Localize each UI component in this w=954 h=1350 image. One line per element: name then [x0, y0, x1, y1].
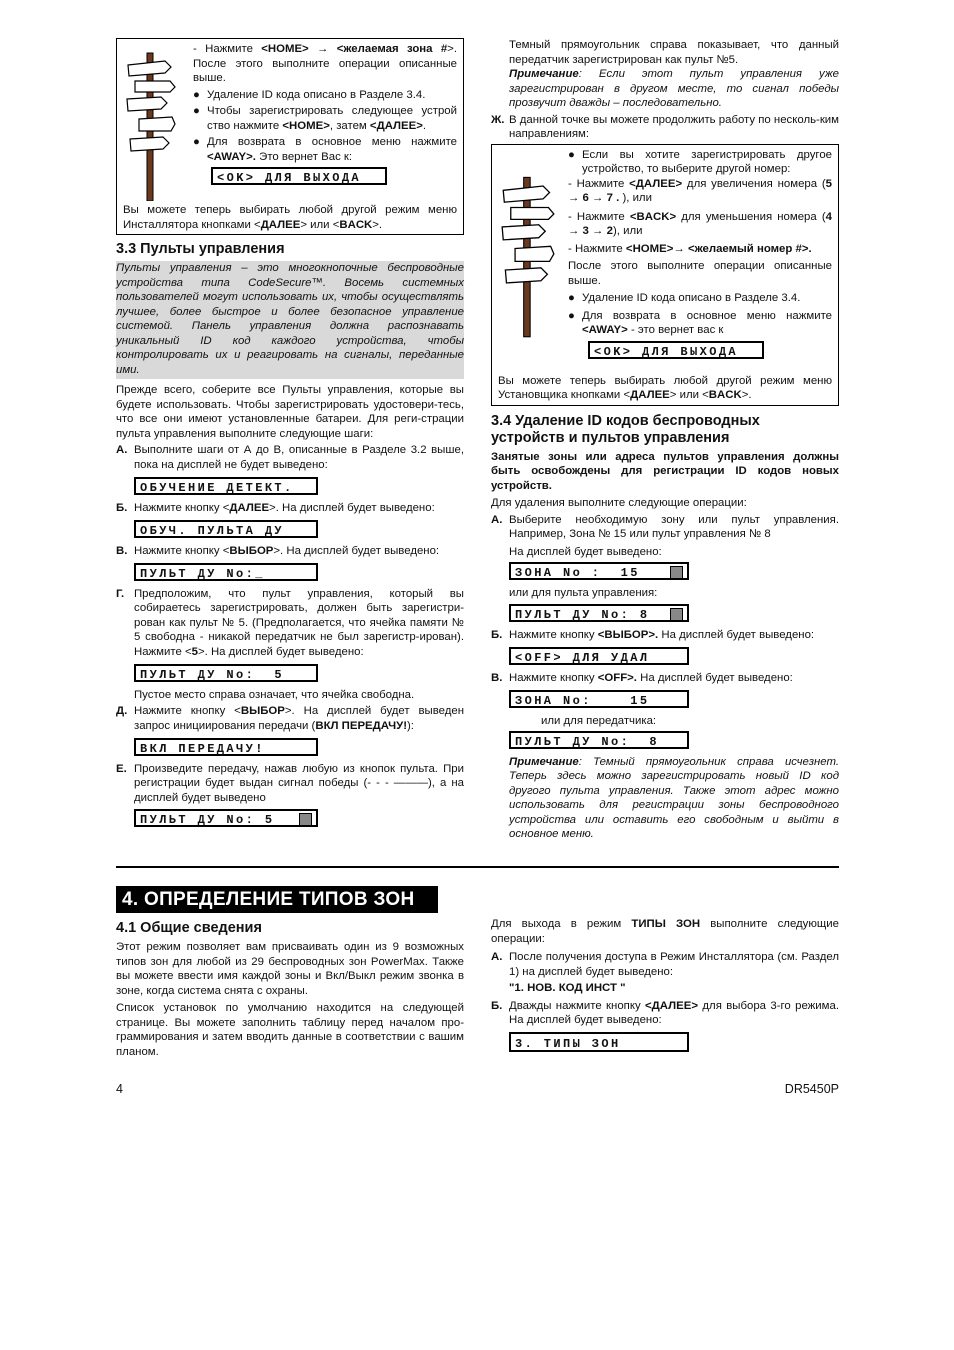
display-caption: или для передатчика:: [541, 714, 657, 727]
info-box-options: [491, 144, 839, 406]
paragraph: Список установок по умолчанию находится на следующей странице. Вы можете заполнить таблицу перед началом про-граммирования и затем вводить данные в соответствии с вашим планом.: [116, 1002, 464, 1058]
step-b: Б. Нажмите кнопку <ВЫБОР>. На дисплей будет выведено:: [491, 628, 815, 641]
step-a: А. Выберите необходимую зону или пульт управления. Например, Зона № 15 или пульт управления № 8: [491, 513, 839, 540]
registered-indicator: [670, 566, 683, 579]
right-column: [491, 38, 839, 842]
paragraph: Прежде всего, соберите все Пульты управления, которые вы будете использовать. Чтобы зарегистрировать удостовери-тесь, что все они имеют установленные батареи. Для реги-страции пульта управления выполните следующие шаги:: [116, 384, 464, 440]
step-zh: Ж. В данной точке вы можете продолжить работу по несколь-ким направлениям:: [491, 113, 839, 140]
step-v: В. Нажмите кнопку <OFF>. На дисплей будет выведено:: [491, 671, 793, 684]
paragraph: После этого выполните операции описанные выше.: [568, 260, 832, 287]
chapter4-left: [116, 920, 464, 1059]
paragraph: Для удаления выполните следующие операции:: [491, 497, 747, 509]
lcd-display: ЗОНА No: 15: [509, 690, 689, 708]
option-home: - Нажмите <HOME>→ <желаемый номер #>.: [568, 242, 812, 255]
note: Примечание: Если этот пульт управления уже зарегистрирован в другом месте, то сигнал победы прозвучит дважды – последовательно.: [509, 68, 839, 109]
lcd-display: <OK> ДЛЯ ВЫХОДА: [588, 341, 764, 359]
note: Примечание: Темный прямоугольник справа исчезнет. Теперь здесь можно зарегистрировать новый ID код другого пульта управления. Также этот адрес можно использовать для регистрации зоны беспроводного устройства или оставить его свободным и выйти в основное меню.: [509, 755, 839, 840]
list-item: ● Удаление ID кода описано в Разделе 3.4.: [193, 88, 426, 101]
signpost-icon: [125, 51, 177, 201]
chapter-title: 4. ОПРЕДЕЛЕНИЕ ТИПОВ ЗОН: [116, 886, 438, 913]
step-v: В. Нажмите кнопку <ВЫБОР>. На дисплей будет выведено:: [116, 544, 440, 557]
step-b: Б. Нажмите кнопку <ДАЛЕЕ>. На дисплей будет выведено:: [116, 501, 435, 514]
lcd-display: ВКЛ ПЕРЕДАЧУ!: [134, 738, 318, 756]
signpost-icon: [500, 173, 556, 339]
step-a: А. Выполните шаги от А до В, описанные в Разделе 3.2 выше, пока на дисплей не будет выведено:: [116, 444, 464, 471]
display-text: "1. НОВ. КОД ИНСТ ": [509, 982, 626, 994]
list-item: ● Чтобы зарегистрировать следующее устрой ство нажмите <HOME>, затем <ДАЛЕЕ>.: [193, 105, 457, 132]
lcd-display: ОБУЧЕНИЕ ДЕТЕКТ.: [134, 477, 318, 495]
section-title-3-3: 3.3 Пульты управления: [116, 241, 285, 257]
registered-indicator: [299, 813, 312, 826]
lcd-display: ПУЛЬТ ДУ No: 8: [509, 604, 689, 622]
lcd-display: ПУЛЬТ ДУ No:_: [134, 563, 318, 581]
list-item: ● Для возврата в основное меню нажмите <AWAY>. Это вернет Вас к:: [193, 136, 457, 163]
lcd-display: <OK> ДЛЯ ВЫХОДА: [211, 167, 387, 185]
note-empty-cell: Пустое место справа означает, что ячейка свободна.: [134, 688, 415, 701]
list-item: ● Если вы хотите зарегистрировать другое устройство, то выберите другой номер:: [568, 148, 832, 175]
bold-paragraph: Занятые зоны или адреса пультов управления должны быть освобождены для регистрации ID кодов новых устройств.: [491, 450, 839, 492]
step-a: А. После получения доступа в Режим Инсталлятора (см. Раздел 1) на дисплей будет выведено:: [491, 951, 839, 978]
step-b: Б. Дважды нажмите кнопку <ДАЛЕЕ> для выбора 3-го режима. На дисплей будет выведено:: [491, 999, 839, 1026]
option-back: - Нажмите <BACK> для уменьшения номера (4 → 3 → 2), или: [568, 210, 832, 237]
section-title-3-4: 3.4 Удаление ID кодов беспроводных устройств и пультов управления: [491, 412, 760, 446]
step-d: Д. Нажмите кнопку <ВЫБОР>. На дисплей будет выведен запрос инициирования передачи (ВКЛ ПЕРЕДАЧУ!):: [116, 705, 464, 732]
paragraph: Темный прямоугольник справа показывает, что данный передатчик зарегистрирован как пульт №5.: [509, 39, 839, 66]
lcd-display: ПУЛЬТ ДУ No: 5: [134, 809, 318, 827]
option-next: - Нажмите <ДАЛЕЕ> для увеличения номера (5 → 6 → 7 . ), или: [568, 177, 832, 204]
shaded-intro: Пульты управления – это многокнопочные беспроводные устройства типа CodeSecure™. Восемь системных пользователей могут использовать их, чтобы осуществлять лучшее, более быстрое и более безопасное управление системой. Панель управления должна распознавать уникальный ID код каждого устройства, чтобы контролировать их и реагировать на сигналы, переданные ими.: [116, 261, 464, 379]
box-footer-text: Вы можете теперь выбирать любой другой режим меню Инсталлятора кнопками <ДАЛЕЕ> или <BACK>.: [123, 204, 457, 231]
lcd-display: ПУЛЬТ ДУ No: 5: [134, 664, 318, 682]
display-caption: На дисплей будет выведено:: [509, 545, 662, 558]
list-item: ● Удаление ID кода описано в Разделе 3.4.: [568, 292, 801, 304]
lcd-display: ЗОНА No : 15: [509, 562, 689, 580]
document-code: DR5450P: [784, 1082, 839, 1096]
section-title-4-1: 4.1 Общие сведения: [116, 920, 262, 936]
step-g: Г. Предположим, что пульт управления, который вы собираетесь зарегистрировать, должен быть зарегистри-рован как пульт № 5. (Предполагается, что ячейка памяти № 5 свободна - никакой передатчик не был зарегистр-ирован). Нажмите <5>. На дисплей будет выведено:: [116, 587, 464, 658]
lcd-display: <OFF> ДЛЯ УДАЛ: [509, 647, 689, 665]
box-footer-text: Вы можете теперь выбирать любой другой режим меню Установщика кнопками <ДАЛЕЕ> или <BACK>.: [498, 374, 832, 401]
display-caption: или для пульта управления:: [509, 586, 658, 599]
left-column: [116, 38, 464, 833]
paragraph: Этот режим позволяет вам присваивать один из 9 возможных типов зон для любой из 29 беспроводных зон PowerMax. Также вы можете ввести имя каждой зоны и Вкл/Выкл режим звонка в зоне, когда система снята с охраны.: [116, 941, 464, 997]
lcd-display: ОБУЧ. ПУЛЬТА ДУ: [134, 520, 318, 538]
step-e: Е. Произведите передачу, нажав любую из кнопок пульта. При регистрации будет выдан сигнал победы (- - - ———), а на дисплей будет выведено: [116, 762, 464, 804]
info-box-navigation: [116, 38, 464, 235]
lcd-display: 3. ТИПЫ ЗОН: [509, 1032, 689, 1052]
paragraph: Для выхода в режим ТИПЫ ЗОН выполните следующие операции:: [491, 918, 839, 945]
chapter4-right: [491, 917, 839, 1057]
section-divider: [116, 866, 839, 868]
box-instruction-home: - Нажмите <HOME> → <желаемая зона #>. После этого выполните операции описанные выше.: [193, 43, 457, 84]
page-number: 4: [116, 1082, 123, 1096]
list-item: ● Для возврата в основное меню нажмите <AWAY> - это вернет вас к: [568, 309, 832, 336]
lcd-display: ПУЛЬТ ДУ No: 8: [509, 731, 689, 749]
registered-indicator: [670, 608, 683, 621]
